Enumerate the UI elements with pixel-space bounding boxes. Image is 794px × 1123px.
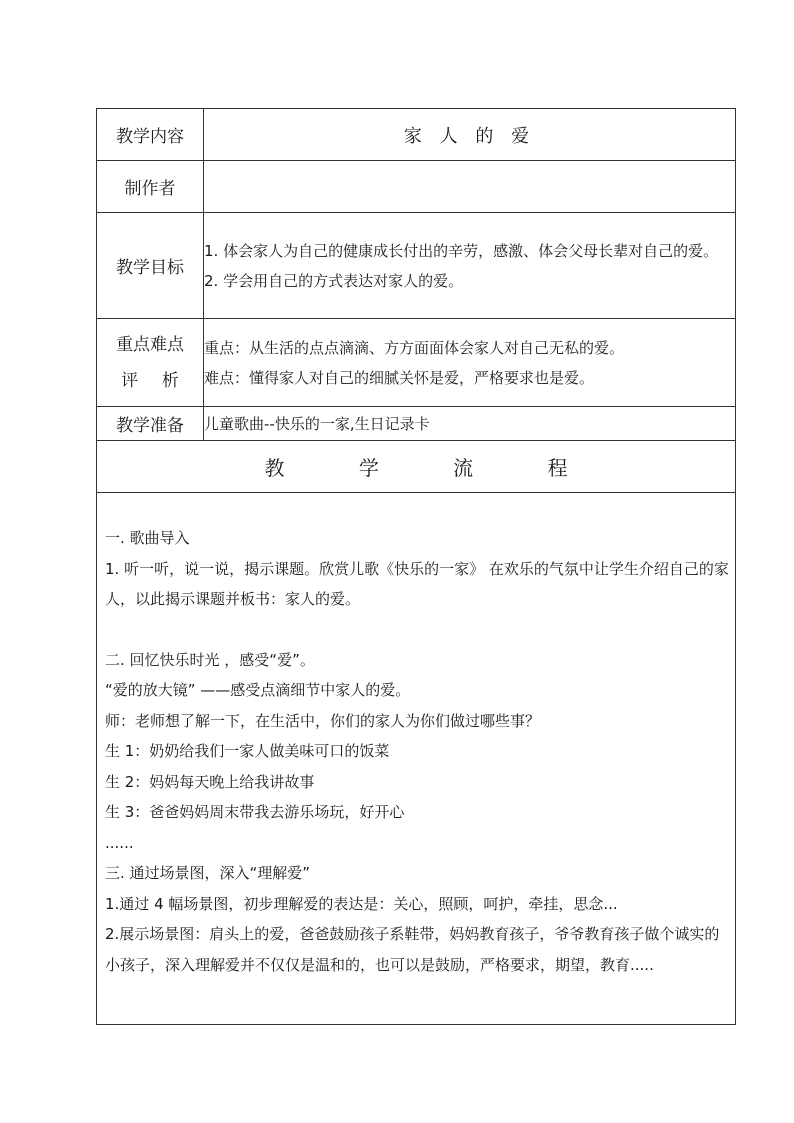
flow-line: 师：老师想了解一下，在生活中，你们的家人为你们做过哪些事？	[105, 711, 541, 730]
goal-item: 1. 体会家人为自己的健康成长付出的辛劳，感激、体会父母长辈对自己的爱。	[204, 241, 719, 260]
focus-label	[97, 319, 204, 407]
row-prep	[97, 407, 736, 441]
flow-heading	[97, 441, 736, 493]
row-flow-body	[97, 493, 736, 1025]
section-title: 一. 歌曲导入	[105, 529, 190, 547]
lesson-title: 家 人 的 爱	[204, 109, 736, 161]
goal-item: 2. 学会用自己的方式表达对家人的爱。	[204, 271, 464, 290]
focus-item: 重点：从生活的点点滴滴、方方面面体会家人对自己无私的爱。	[204, 338, 625, 357]
author-value	[204, 161, 736, 213]
row-flow-heading	[97, 441, 736, 493]
flow-heading-char: 学	[358, 456, 379, 480]
flow-body	[97, 493, 736, 1025]
flow-line: 1.通过 4 幅场景图，初步理解爱的表达是：关心，照顾，呵护，牵挂，思念...	[105, 894, 618, 913]
spacer	[105, 615, 729, 645]
row-author	[97, 161, 736, 213]
author-label: 制作者	[97, 161, 204, 213]
flow-heading-char: 流	[453, 456, 474, 480]
goal-label: 教学目标	[97, 213, 204, 319]
row-focus	[97, 319, 736, 407]
focus-label-line2: 评析	[121, 370, 203, 391]
flow-heading-char: 教	[264, 456, 285, 480]
flow-line: 生 3：爸爸妈妈周末带我去游乐场玩，好开心	[105, 803, 405, 821]
prep-value: 儿童歌曲--快乐的一家,生日记录卡	[204, 407, 736, 441]
focus-label-line1: 重点难点	[116, 334, 184, 355]
flow-line: 1. 听一听，说一说，揭示课题。欣赏儿歌《快乐的一家》 在欢乐的气氛中让学生介绍自己的家人，以此揭示课题并板书：家人的爱。	[105, 559, 729, 608]
focus-content	[204, 319, 736, 407]
flow-line: 生 1：奶奶给我们一家人做美味可口的饭菜	[105, 742, 390, 760]
row-content	[97, 109, 736, 161]
flow-heading-char: 程	[547, 456, 568, 480]
section-title: 二. 回忆快乐时光 ，感受“爱”。	[105, 650, 315, 669]
prep-label: 教学准备	[97, 407, 204, 441]
row-goals	[97, 213, 736, 319]
content-label: 教学内容	[97, 109, 204, 161]
focus-item: 难点：懂得家人对自己的细腻关怀是爱，严格要求也是爱。	[204, 368, 595, 387]
section-title: 三. 通过场景图，深入“理解爱”	[105, 864, 311, 882]
flow-line: 2.展示场景图：肩头上的爱，爸爸鼓励孩子系鞋带，妈妈教育孩子，爷爷教育孩子做个诚实的小孩子，深入理解爱并不仅仅是温和的，也可以是鼓励，严格要求，期望，教育.....	[105, 925, 720, 974]
lesson-plan-table	[96, 108, 736, 1025]
flow-line: ......	[105, 833, 134, 852]
flow-line: “爱的放大镜” ——感受点滴细节中家人的爱。	[105, 681, 411, 699]
goal-content	[204, 213, 736, 319]
flow-line: 生 2：妈妈每天晚上给我讲故事	[105, 772, 315, 791]
